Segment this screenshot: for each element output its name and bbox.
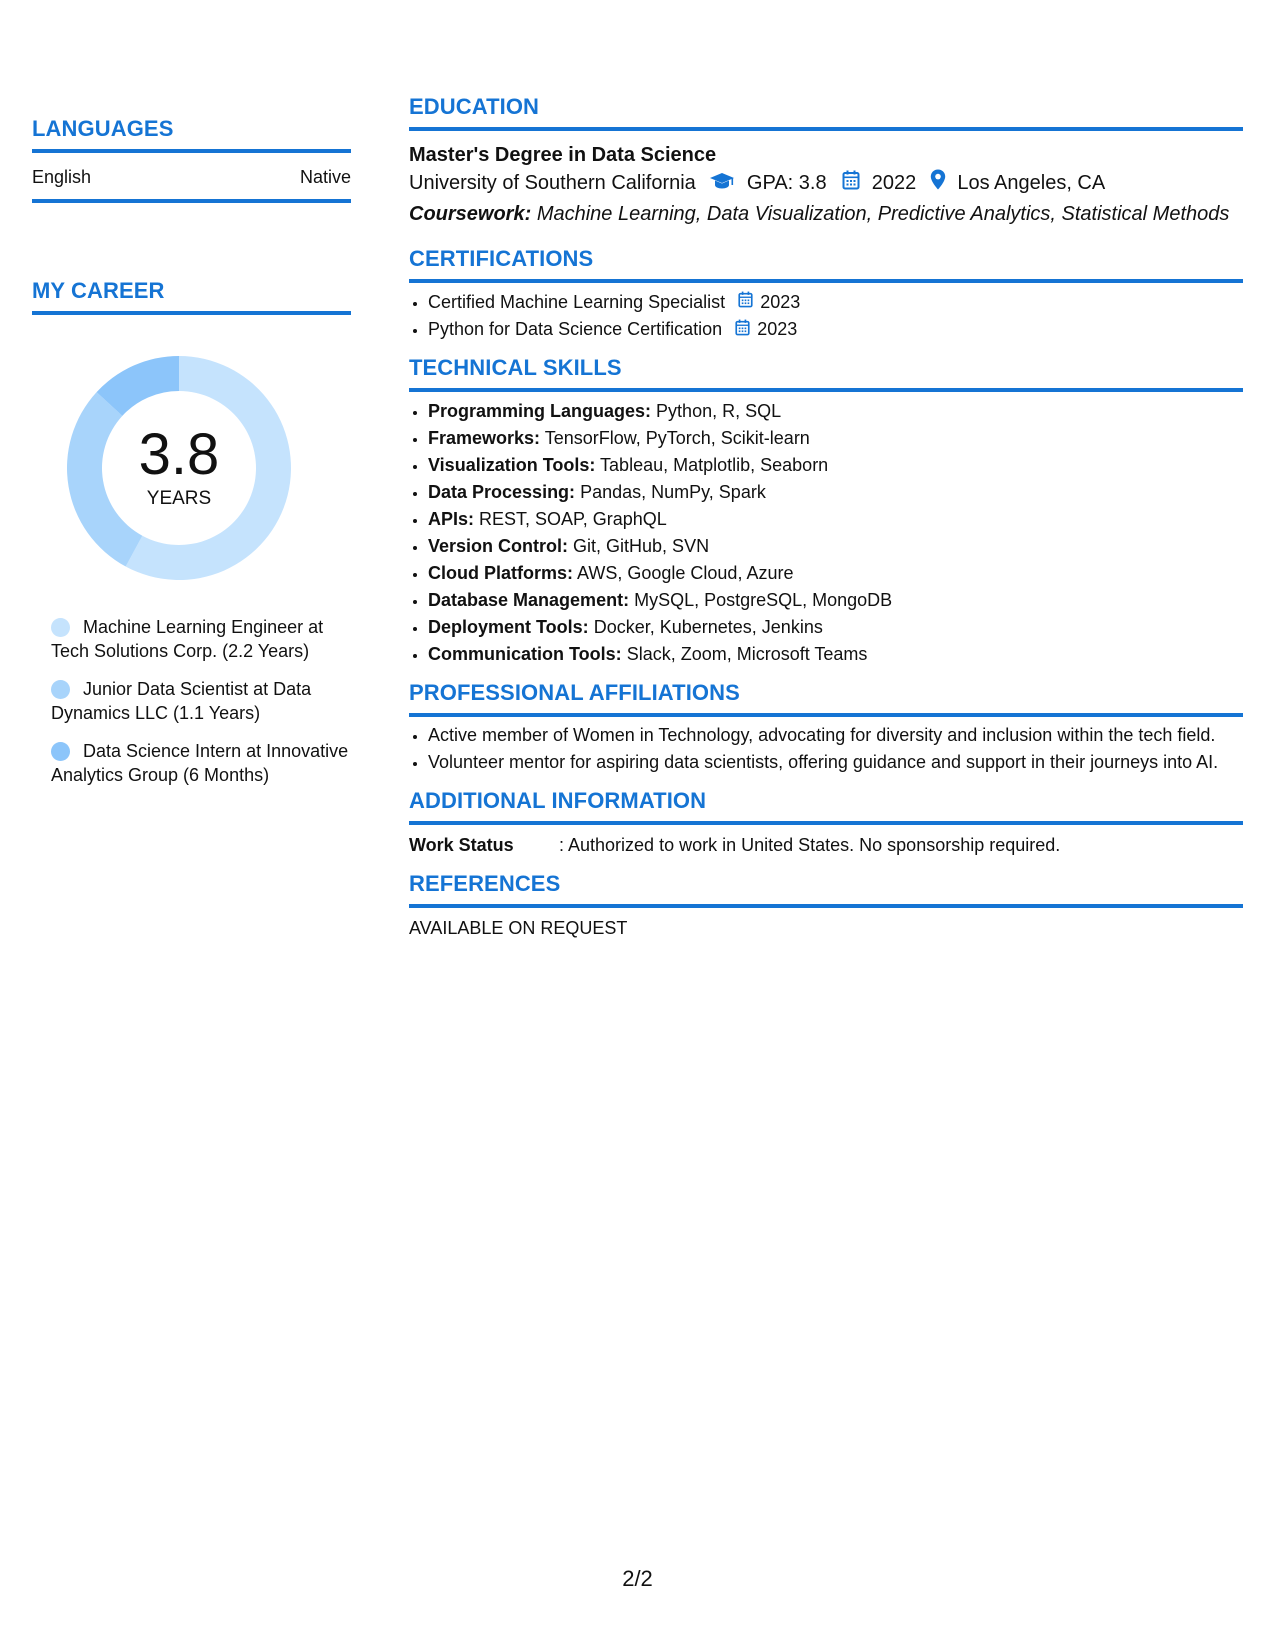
certifications-list [409, 289, 1243, 345]
skills-list [409, 398, 1243, 668]
calendar-icon [842, 169, 860, 199]
skill-item: • Visualization Tools: Tableau, Matplotlib, Seaborn [428, 452, 1243, 479]
legend-dot [51, 680, 70, 699]
certification-item: • Python for Data Science Certification 2023 [428, 316, 1243, 344]
career-total-value: 3.8 [138, 422, 220, 487]
gpa: GPA: 3.8 [746, 172, 827, 194]
skill-item: • Communication Tools: Slack, Zoom, Microsoft Teams [428, 641, 1243, 668]
language-level: Native [299, 167, 351, 187]
certification-item: • Certified Machine Learning Specialist 2023 [428, 289, 1243, 317]
affiliation-item: • Active member of Women in Technology, advocating for diversity and inclusion within the tech field. [428, 723, 1243, 747]
calendar-icon [738, 289, 753, 316]
school-location: Los Angeles, CA [957, 172, 1106, 194]
affiliation-item: • Volunteer mentor for aspiring data scientists, offering guidance and support in their journeys into AI. [428, 750, 1243, 774]
career-legend [32, 615, 351, 787]
legend-item: Machine Learning Engineer at Tech Solutions Corp. (2.2 Years) [51, 617, 324, 661]
page-number: 2/2 [622, 1566, 653, 1591]
skill-item: • Frameworks: TensorFlow, PyTorch, Scikit-learn [428, 425, 1243, 452]
skill-item: • APIs: REST, SOAP, GraphQL [428, 506, 1243, 533]
legend-item: Data Science Intern at Innovative Analytics Group (6 Months) [51, 741, 349, 785]
education-heading: EDUCATION [409, 94, 1243, 131]
legend-dot [51, 618, 70, 637]
career-section [32, 278, 351, 787]
graduation-cap-icon [709, 169, 735, 199]
certifications-heading: CERTIFICATIONS [409, 246, 1243, 283]
affiliations-heading: PROFESSIONAL AFFILIATIONS [409, 680, 1243, 717]
affiliations-list [409, 723, 1243, 774]
skills-heading: TECHNICAL SKILLS [409, 355, 1243, 392]
skill-item: • Version Control: Git, GitHub, SVN [428, 533, 1243, 560]
language-name: English [32, 167, 92, 187]
work-status-label: Work Status [409, 835, 514, 856]
language-row [32, 153, 351, 203]
skill-item: • Data Processing: Pandas, NumPy, Spark [428, 479, 1243, 506]
additional-info-heading: ADDITIONAL INFORMATION [409, 788, 1243, 825]
career-heading: MY CAREER [32, 278, 351, 315]
affiliations-section [409, 680, 1243, 774]
skill-item: • Deployment Tools: Docker, Kubernetes, Jenkins [428, 614, 1243, 641]
additional-info-section [409, 788, 1243, 857]
skills-section [409, 355, 1243, 668]
legend-dot [51, 742, 70, 761]
education-section [409, 94, 1243, 229]
skill-item: • Cloud Platforms: AWS, Google Cloud, Azure [428, 560, 1243, 587]
career-donut-chart [67, 356, 291, 580]
work-status-row [409, 833, 1243, 857]
career-total-unit: YEARS [146, 488, 212, 509]
coursework-label: Coursework: [409, 202, 532, 225]
education-details [409, 168, 1243, 199]
right-column [409, 0, 1243, 939]
degree-title: Master's Degree in Data Science [409, 144, 717, 166]
skill-item: • Database Management: MySQL, PostgreSQL, MongoDB [428, 587, 1243, 614]
languages-section [32, 116, 351, 203]
graduation-year: 2022 [871, 172, 917, 194]
references-section [409, 871, 1243, 939]
calendar-icon [735, 317, 750, 344]
coursework [409, 199, 1243, 229]
skill-item: • Programming Languages: Python, R, SQL [428, 398, 1243, 425]
coursework-list: Machine Learning, Data Visualization, Predictive Analytics, Statistical Methods [536, 202, 1230, 225]
references-heading: REFERENCES [409, 871, 1243, 908]
references-text: AVAILABLE ON REQUEST [409, 918, 628, 939]
languages-heading: LANGUAGES [32, 116, 351, 153]
left-column [32, 0, 351, 801]
school-name: University of Southern California [409, 172, 696, 194]
location-pin-icon [930, 169, 946, 199]
work-status-value: : Authorized to work in United States. No sponsorship required. [559, 835, 1061, 856]
legend-item: Junior Data Scientist at Data Dynamics LLC (1.1 Years) [51, 679, 312, 723]
certifications-section [409, 246, 1243, 345]
